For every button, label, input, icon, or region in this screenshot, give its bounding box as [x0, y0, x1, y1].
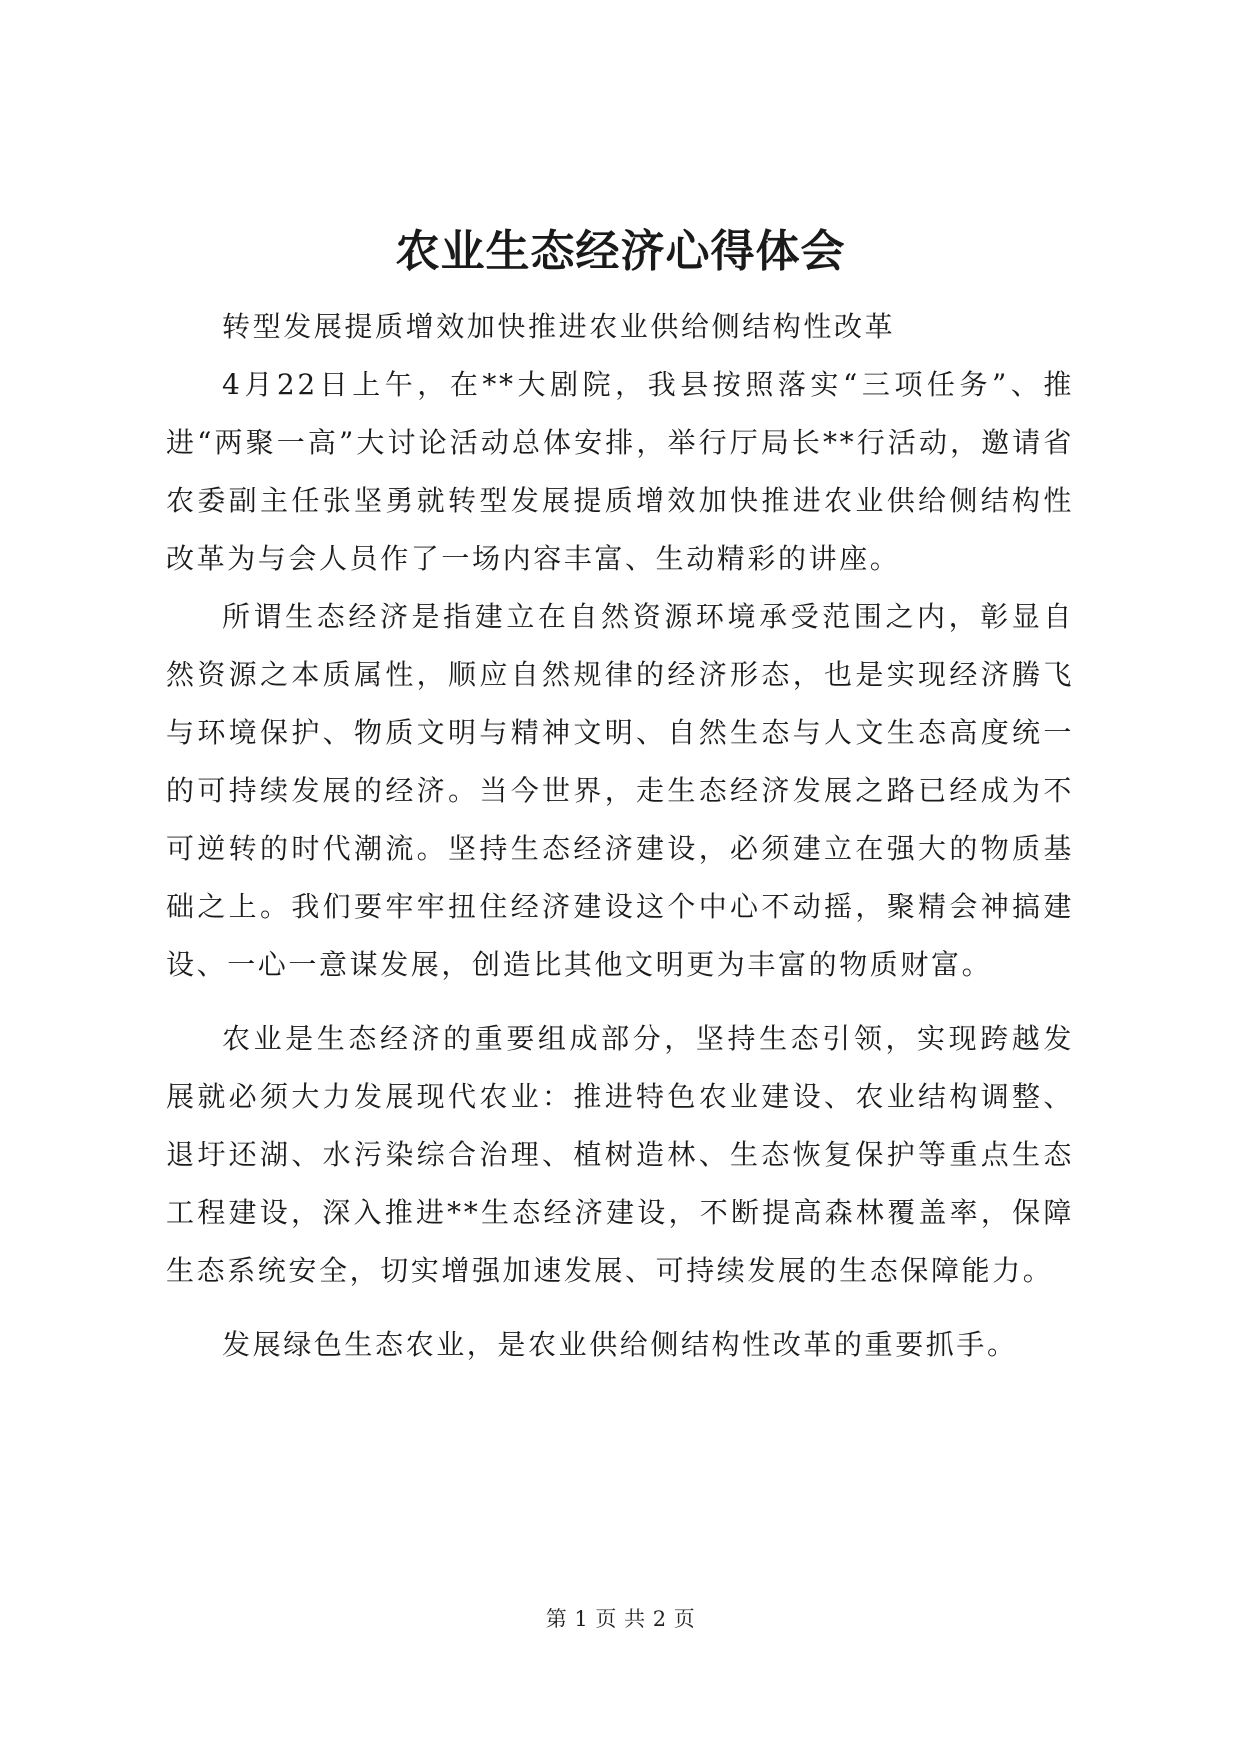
paragraph: 发展绿色生态农业，是农业供给侧结构性改革的重要抓手。: [222, 1328, 1018, 1361]
page-number-footer: 第 1 页 共 2 页: [545, 1607, 696, 1631]
paragraph: 农业是生态经济的重要组成部分，坚持生态引领，实现跨越发展就必须大力发展现代农业：推进特色农业建设、农业结构调整、退圩还湖、水污染综合治理、植树造林、生态恢复保护等重点生态工程建设，深入推进**生态经济建设，不断提高森林覆盖率，保障生态系统安全，切实增强加速发展、可持续发展的生态保障能力。: [166, 1022, 1074, 1287]
document-body: [166, 298, 1074, 1390]
paragraph: 所谓生态经济是指建立在自然资源环境承受范围之内，彰显自然资源之本质属性，顺应自然规律的经济形态，也是实现经济腾飞与环境保护、物质文明与精神文明、自然生态与人文生态高度统一的可持续发展的经济。当今世界，走生态经济发展之路已经成为不可逆转的时代潮流。坚持生态经济建设，必须建立在强大的物质基础之上。我们要牢牢扭住经济建设这个中心不动摇，聚精会神搞建设、一心一意谋发展，创造比其他文明更为丰富的物质财富。: [166, 600, 1074, 981]
paragraph: 4月22日上午，在**大剧院，我县按照落实“三项任务”、推进“两聚一高”大讨论活动总体安排，举行厅局长**行活动，邀请省农委副主任张坚勇就转型发展提质增效加快推进农业供给侧结构性改革为与会人员作了一场内容丰富、生动精彩的讲座。: [166, 368, 1074, 575]
document-title: 农业生态经济心得体会: [395, 226, 846, 277]
document-subtitle: 转型发展提质增效加快推进农业供给侧结构性改革: [222, 310, 896, 343]
